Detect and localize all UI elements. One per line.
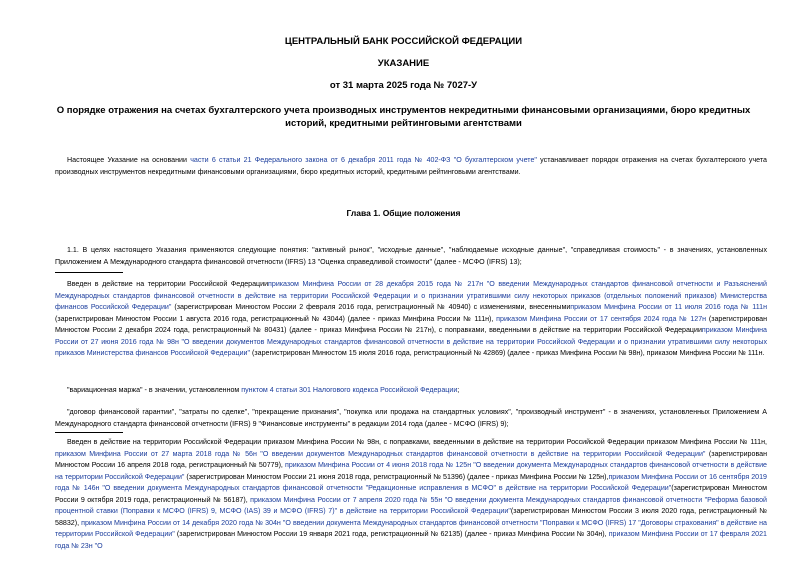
fn1-link-98n[interactable]: приказом Минфина России от 27 июня 2016 года № 98н "О введении документов Международных стандартов финансовой отчетности в действие на территории Российской Федерации и о признании утратившими силу некоторых приказов Министерства финансов Российской Федерации" <box>55 326 767 357</box>
fn1-text-1: Введен в действие на территории Российской Федерации <box>67 280 269 288</box>
variation-text-1: "вариационная маржа" - в значении, установленном <box>67 386 242 394</box>
footnote-divider-2 <box>55 432 123 433</box>
fn2-text-6: (зарегистрирован Минюстом России 19 января 2021 года, регистрационный № 62135) (далее - приказ Минфина России № 304н), <box>174 530 609 538</box>
intro-text-1: Настоящее Указание на основании <box>67 156 191 164</box>
footnote-1 <box>55 279 767 360</box>
intro-paragraph <box>55 155 767 178</box>
fn2-text-4: (зарегистрирован Минюстом России 9 октября 2019 года, регистрационный № 56187), <box>55 484 768 504</box>
variation-margin-paragraph <box>55 385 767 397</box>
definitions-text: "договор финансовой гарантии", "затраты по сделке", "прекращение признания", "покупка или продажа на стандартных условиях", "производный инструмент" - в значениях, установленных Приложением А Международного стандарта финансовой отчетности (IFRS) 9 "Финансовые инструменты" в редакции 2014 года (далее - МСФО (IFRS) 9); <box>55 408 767 428</box>
fn2-link-23n[interactable]: приказом Минфина России от 17 февраля 2021 года № 23н "О <box>55 530 767 550</box>
fn2-text-2: (зарегистрирован Минюстом России 16 апреля 2018 года, регистрационный № 50779), <box>55 449 767 469</box>
chapter-heading: Глава 1. Общие положения <box>346 208 461 218</box>
fn1-text-2: (зарегистрирован Минюстом России 2 февраля 2016 года, регистрационный № 40940) с изменениями, внесенными <box>171 303 571 311</box>
law-link[interactable]: части 6 статьи 21 Федерального закона от 6 декабря 2011 года № 402-ФЗ "О бухгалтерском учете" <box>190 156 537 164</box>
fn1-text-3: (зарегистрирован Минюстом России 1 августа 2016 года, регистрационный № 43044) (далее - приказ Минфина России № 111н), <box>55 314 497 323</box>
org-name: ЦЕНТРАЛЬНЫЙ БАНК РОССИЙСКОЙ ФЕДЕРАЦИИ <box>284 36 523 47</box>
fn1-text-5: (зарегистрирован Минюстом 15 июля 2016 года, регистрационный № 42869) (далее - приказ Минфина России № 98н), приказом Минфина России № 111н. <box>250 349 765 357</box>
variation-text-2: ; <box>457 386 460 394</box>
fn2-link-304n[interactable]: приказом Минфина России от 14 декабря 2020 года № 304н "О введении документа Международных стандартов финансовой отчетности "Поправки к МСФО (IFRS) 17 "Договоры страхования" в действие на территории Российской Федерации" <box>55 518 768 538</box>
fn2-link-146n[interactable]: приказом Минфина России от 16 сентября 2019 года № 146н "О введении документа Международных стандартов финансовой отчетности "Редакционные исправления в МСФО" в действие на территории Российской Федерации" <box>55 472 767 492</box>
doc-title: О порядке отражения на счетах бухгалтерского учета производных инструментов некредитными финансовыми организациями, бюро кредитных историй, кредитными рейтинговыми агентствами <box>56 105 751 129</box>
doc-type: УКАЗАНИЕ <box>377 58 430 69</box>
intro-text-2: устанавливает порядок отражения на счетах бухгалтерского учета производных инструментов некредитными финансовыми организациями, бюро кредитных историй, кредитными рейтинговыми агентствами. <box>55 156 768 176</box>
fn2-link-125n[interactable]: приказом Минфина России от 4 июня 2018 года № 125н "О введении документа Международных стандартов финансовой отчетности в действие на территории Российской Федерации" <box>55 461 767 481</box>
fn2-text-1: Введен в действие на территории Российской Федерации приказом Минфина России № 98н, с поправками, введенными в действие на территории Российской Федерации приказом Минфина России № 111н, <box>67 438 767 446</box>
tax-code-link[interactable]: пунктом 4 статьи 301 Налогового кодекса Российской Федерации <box>241 386 458 394</box>
fn1-link-111n[interactable]: приказом Минфина России от 11 июля 2016 года № 111н <box>570 303 767 311</box>
footnote-2 <box>55 437 767 552</box>
fn2-text-3: (зарегистрирован Минюстом России 21 июня 2018 года, регистрационный № 51396) (далее - приказ Минфина России № 125н), <box>184 472 609 481</box>
fn2-link-55n[interactable]: приказом Минфина России от 7 апреля 2020 года № 55н "О введении документа Международных стандартов финансовой отчетности "Реформа базовой процентной ставки (Поправки к МСФО (IFRS) 9, МСФО (IAS) 39 и МСФО (IFRS) 7)" в действие на территории Российской Федерации" <box>55 495 768 515</box>
fn1-link-217n[interactable]: приказом Минфина России от 28 декабря 2015 года № 217н "О введении Международных стандартов финансовой отчетности и Разъяснений Международных стандартов финансовой отчетности в действие на территории Российской Федерации и о признании утратившими силу некоторых приказов (отдельных положений приказов) Министерства финансов Российской Федерации" <box>55 280 767 311</box>
fn2-link-56n[interactable]: приказом Минфина России от 27 марта 2018 года № 56н "О введении документов Международных стандартов финансовой отчетности в действие на территории Российской Федерации" <box>55 449 706 458</box>
footnote-divider <box>55 272 123 273</box>
paragraph-1-1 <box>55 245 767 268</box>
paragraph-1-1-text: 1.1. В целях настоящего Указания применяются следующие понятия: "активный рынок", "исходные данные", "наблюдаемые исходные данные", "справедливая стоимость" - в значениях, установленных Приложением А Международного стандарта финансовой отчетности (IFRS) 13 "Оценка справедливой стоимости" (далее - МСФО (IFRS) 13); <box>55 246 767 266</box>
doc-date: от 31 марта 2025 года № 7027-У <box>329 80 478 91</box>
fn2-text-5: (зарегистрирован Минюстом России 3 июля 2020 года, регистрационный № 58832), <box>55 507 767 527</box>
fn1-link-127n[interactable]: приказом Минфина России от 17 сентября 2024 года № 127н <box>496 314 707 323</box>
fn1-text-4: (зарегистрирован Минюстом России 2 декабря 2024 года, регистрационный № 80431) (далее - приказ Минфина России № 217н), с поправками, введенными в действие на территории Российской Федерации <box>55 314 767 334</box>
definitions-paragraph <box>55 407 767 430</box>
